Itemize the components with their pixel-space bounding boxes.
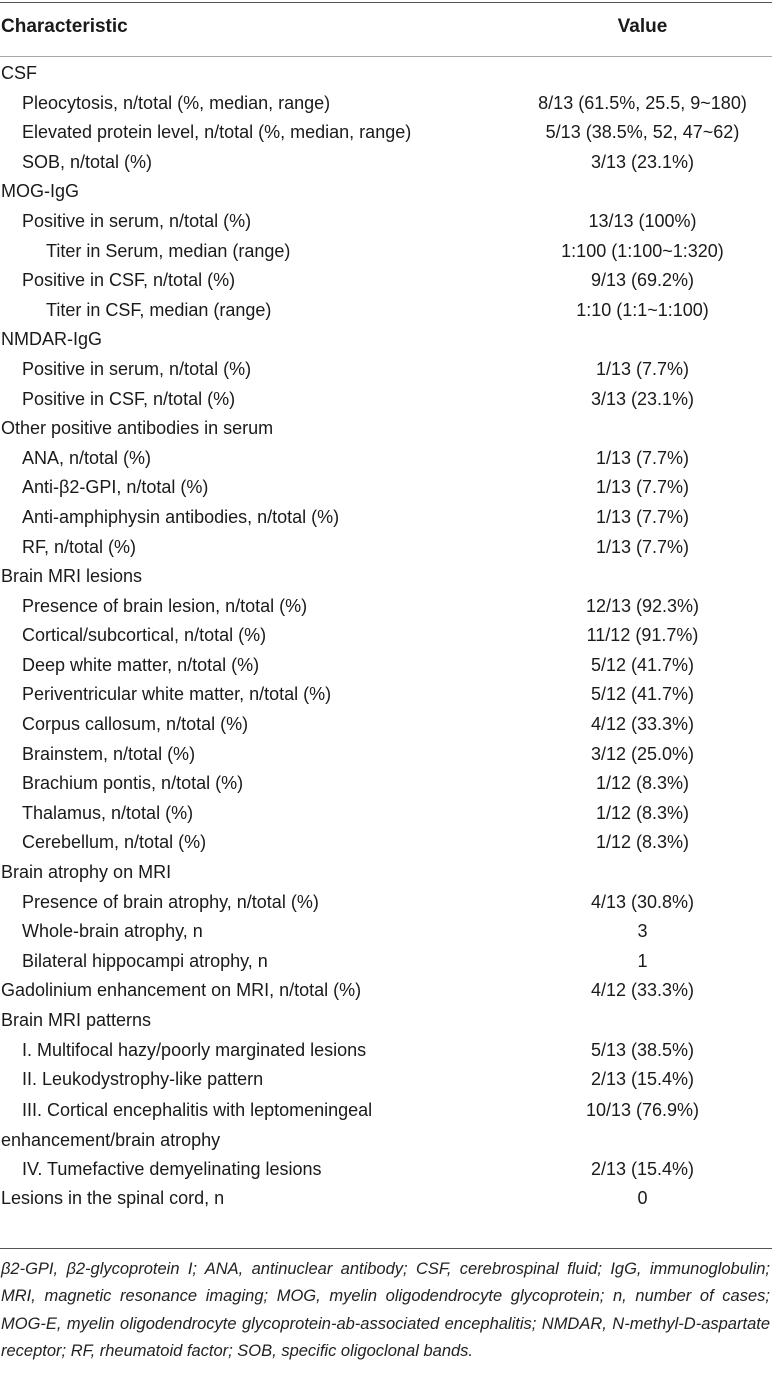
table-row <box>0 621 772 651</box>
row-value: 11/12 (91.7%) <box>586 625 699 646</box>
row-value: 1/13 (7.7%) <box>595 506 690 527</box>
row-value: 3/13 (23.1%) <box>590 151 695 172</box>
header-rule <box>0 56 772 57</box>
table-row <box>0 1095 772 1155</box>
table-row <box>0 917 772 947</box>
table-header <box>0 2 772 56</box>
table-row <box>0 680 772 710</box>
header-value: Value <box>617 16 668 37</box>
row-label: Titer in Serum, median (range) <box>46 240 291 261</box>
row-label: Pleocytosis, n/total (%, median, range) <box>22 92 331 113</box>
table-row <box>0 888 772 918</box>
row-label-section: Brain MRI patterns <box>1 1010 152 1030</box>
row-label: Thalamus, n/total (%) <box>22 802 194 823</box>
header-characteristic: Characteristic <box>1 16 128 37</box>
table-row <box>0 828 772 858</box>
row-label-section: NMDAR-IgG <box>1 329 103 350</box>
row-label: Positive in serum, n/total (%) <box>22 358 252 379</box>
row-value: 2/13 (15.4%) <box>590 1158 695 1179</box>
row-label: Positive in CSF, n/total (%) <box>22 388 236 409</box>
row-value: 3/12 (25.0%) <box>590 743 695 764</box>
row-label: Positive in serum, n/total (%) <box>22 210 252 231</box>
row-value: 9/13 (69.2%) <box>590 270 695 291</box>
row-value: 1/13 (7.7%) <box>595 358 690 379</box>
table-row <box>0 207 772 237</box>
row-value: 5/12 (41.7%) <box>590 684 695 705</box>
table-row <box>0 473 772 503</box>
row-value: 2/13 (15.4%) <box>590 1069 695 1090</box>
table-row <box>0 89 772 119</box>
row-value: 1/12 (8.3%) <box>595 802 690 823</box>
row-label: Anti-β2-GPI, n/total (%) <box>22 477 209 498</box>
row-label-section: Other positive antibodies in serum <box>1 418 274 439</box>
row-value: 10/13 (76.9%) <box>585 1099 700 1120</box>
row-label-section: Brain MRI lesions <box>1 566 143 587</box>
row-label: Cortical/subcortical, n/total (%) <box>22 625 267 646</box>
table-row <box>0 266 772 296</box>
table-row <box>0 325 772 355</box>
row-label: RF, n/total (%) <box>22 536 137 557</box>
row-label-section: CSF <box>1 63 37 83</box>
row-value: 1/12 (8.3%) <box>595 773 690 794</box>
table-row <box>0 237 772 267</box>
table-row <box>0 177 772 207</box>
row-value: 1:100 (1:100~1:320) <box>561 240 724 261</box>
row-value: 1/13 (7.7%) <box>595 447 690 468</box>
table-row <box>0 799 772 829</box>
table-body <box>0 59 772 1214</box>
table-row <box>0 59 772 89</box>
table-row <box>0 414 772 444</box>
row-value: 5/12 (41.7%) <box>590 654 695 675</box>
row-label: SOB, n/total (%) <box>22 151 153 172</box>
row-value: 1/12 (8.3%) <box>595 832 690 853</box>
row-label: ANA, n/total (%) <box>22 447 152 468</box>
row-label: Positive in CSF, n/total (%) <box>22 270 236 291</box>
table-row <box>0 562 772 592</box>
table-row <box>0 710 772 740</box>
row-value: 3 <box>637 921 648 942</box>
table-row <box>0 1155 772 1185</box>
row-label: II. Leukodystrophy-like pattern <box>22 1069 264 1090</box>
row-value: 13/13 (100%) <box>588 210 697 231</box>
table-row <box>0 355 772 385</box>
table-row <box>0 976 772 1006</box>
table-row <box>0 858 772 888</box>
row-label: Cerebellum, n/total (%) <box>22 832 207 853</box>
table-row <box>0 385 772 415</box>
table-row <box>0 533 772 563</box>
row-label: Brachium pontis, n/total (%) <box>22 773 244 794</box>
row-label: Corpus callosum, n/total (%) <box>22 714 249 735</box>
row-value: 1 <box>637 950 648 971</box>
table-row <box>0 1006 772 1036</box>
row-label: Periventricular white matter, n/total (%) <box>22 684 332 705</box>
table-footnote: β2-GPI, β2-glycoprotein I; ANA, antinuclear antibody; CSF, cerebrospinal fluid; IgG, immunoglobulin; MRI, magnetic resonance imaging; MOG, myelin oligodendrocyte glycoprotein; n, number of cases; MOG-E, myelin oligodendrocyte glycoprotein-ab-associated encephalitis; NMDAR, N-methyl-D-aspartate receptor; RF, rheumatoid factor; SOB, specific oligoclonal bands. <box>1 1260 770 1361</box>
row-value: 5/13 (38.5%, 52, 47~62) <box>545 122 740 143</box>
row-label: Brainstem, n/total (%) <box>22 743 196 764</box>
table-row <box>0 769 772 799</box>
row-label-section: MOG-IgG <box>1 181 80 202</box>
row-label-section: Gadolinium enhancement on MRI, n/total (%) <box>1 980 362 1001</box>
table-row <box>0 118 772 148</box>
row-label-section: Brain atrophy on MRI <box>1 862 172 883</box>
row-label: Anti-amphiphysin antibodies, n/total (%) <box>22 506 340 527</box>
row-label: Bilateral hippocampi atrophy, n <box>22 950 268 971</box>
row-label: III. Cortical encephalitis with leptomeningeal enhancement/brain atrophy <box>1 1099 373 1150</box>
row-value: 4/12 (33.3%) <box>590 980 695 1001</box>
row-label: I. Multifocal hazy/poorly marginated lesions <box>22 1039 367 1060</box>
table-row <box>0 296 772 326</box>
table-row <box>0 592 772 622</box>
row-value: 5/13 (38.5%) <box>590 1039 695 1060</box>
row-label: Presence of brain atrophy, n/total (%) <box>22 891 319 912</box>
row-label: Whole-brain atrophy, n <box>22 921 203 942</box>
row-label: Presence of brain lesion, n/total (%) <box>22 595 308 616</box>
row-value: 3/13 (23.1%) <box>590 388 695 409</box>
row-value: 1:10 (1:1~1:100) <box>576 299 709 320</box>
table-row <box>0 503 772 533</box>
row-label: Elevated protein level, n/total (%, median, range) <box>22 122 412 143</box>
row-value: 12/13 (92.3%) <box>585 595 700 616</box>
row-label: Deep white matter, n/total (%) <box>22 654 260 675</box>
row-value: 0 <box>637 1188 648 1209</box>
table-row <box>0 1184 772 1214</box>
row-value: 4/13 (30.8%) <box>590 891 695 912</box>
row-value: 1/13 (7.7%) <box>595 477 690 498</box>
table-row <box>0 947 772 977</box>
row-label: IV. Tumefactive demyelinating lesions <box>22 1158 322 1179</box>
row-value: 4/12 (33.3%) <box>590 714 695 735</box>
table-row <box>0 1036 772 1066</box>
table-row <box>0 444 772 474</box>
row-value: 1/13 (7.7%) <box>595 536 690 557</box>
row-label-section: Lesions in the spinal cord, n <box>1 1188 225 1209</box>
row-label: Titer in CSF, median (range) <box>46 299 272 320</box>
table-row <box>0 740 772 770</box>
table-row <box>0 148 772 178</box>
bottom-rule <box>0 1248 772 1249</box>
table-row <box>0 651 772 681</box>
row-value: 8/13 (61.5%, 25.5, 9~180) <box>538 92 747 113</box>
table-row <box>0 1065 772 1095</box>
